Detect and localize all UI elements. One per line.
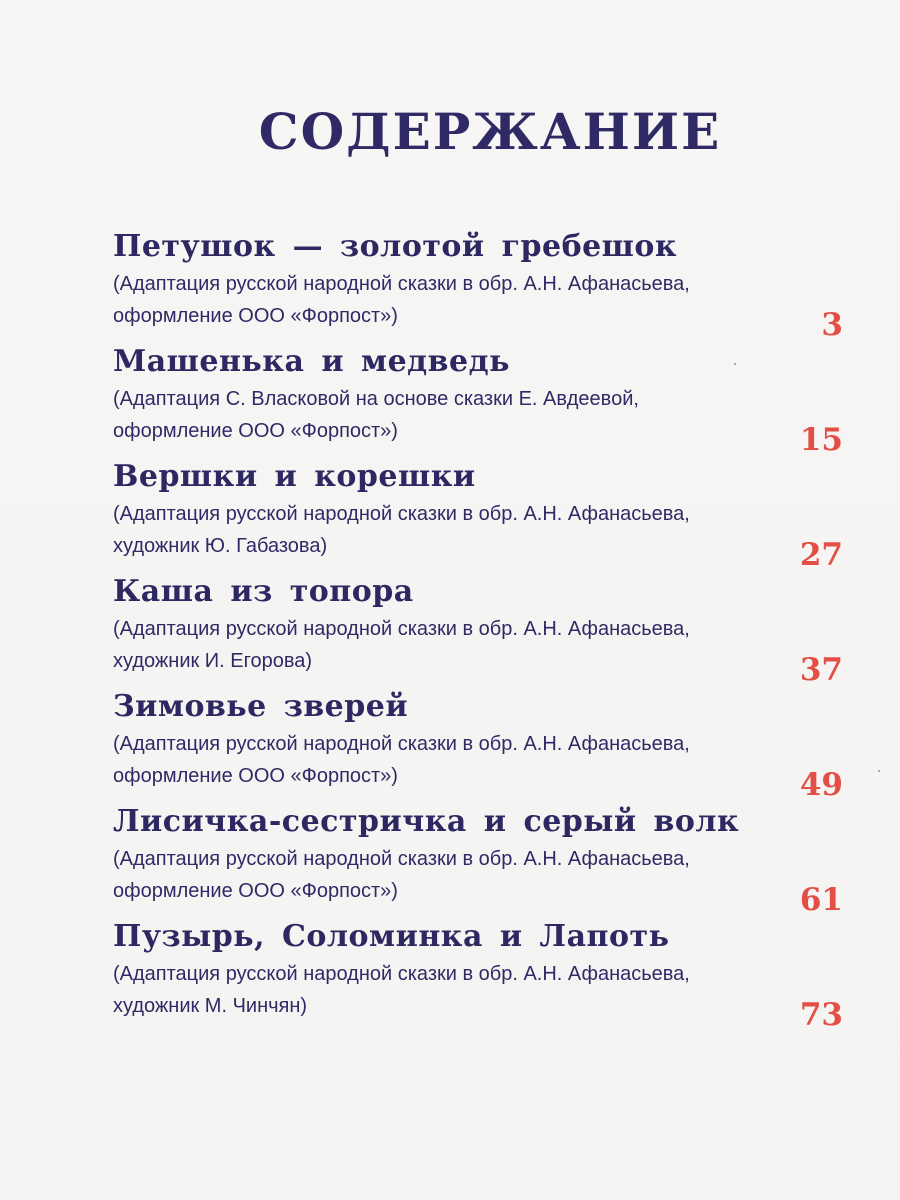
page-number: 37 bbox=[799, 652, 843, 688]
description-line: (Адаптация русской народной сказки в обр. А.Н. Афанасьева, bbox=[113, 963, 690, 985]
contents-entry[interactable] bbox=[113, 916, 843, 1031]
description-line: художник М. Чинчян) bbox=[113, 995, 308, 1017]
contents-entry[interactable] bbox=[113, 456, 843, 571]
description-line: (Адаптация русской народной сказки в обр. А.Н. Афанасьева, bbox=[113, 848, 690, 870]
page-number: 15 bbox=[799, 422, 843, 458]
story-title: Вершки и корешки bbox=[113, 459, 476, 494]
contents-title: СОДЕРЖАНИЕ bbox=[258, 102, 722, 161]
story-title: Петушок — золотой гребешок bbox=[113, 229, 678, 264]
story-description bbox=[113, 498, 803, 562]
contents-list bbox=[113, 226, 843, 1031]
description-line: (Адаптация русской народной сказки в обр. А.Н. Афанасьева, bbox=[113, 273, 690, 295]
page-number: 27 bbox=[799, 537, 843, 573]
paper-speck bbox=[878, 770, 880, 772]
story-description bbox=[113, 843, 803, 907]
description-line: художник И. Егорова) bbox=[113, 650, 313, 672]
description-line: оформление ООО «Форпост») bbox=[113, 305, 398, 327]
description-line: оформление ООО «Форпост») bbox=[113, 765, 398, 787]
contents-entry[interactable] bbox=[113, 571, 843, 686]
story-description bbox=[113, 613, 803, 677]
contents-entry[interactable] bbox=[113, 226, 843, 341]
page-number: 49 bbox=[799, 767, 843, 803]
story-description bbox=[113, 958, 803, 1022]
description-line: оформление ООО «Форпост») bbox=[113, 880, 398, 902]
description-line: (Адаптация русской народной сказки в обр. А.Н. Афанасьева, bbox=[113, 503, 690, 525]
story-description bbox=[113, 383, 803, 447]
description-line: (Адаптация русской народной сказки в обр. А.Н. Афанасьева, bbox=[113, 618, 690, 640]
description-line: (Адаптация русской народной сказки в обр. А.Н. Афанасьева, bbox=[113, 733, 690, 755]
description-line: (Адаптация С. Власковой на основе сказки Е. Авдеевой, bbox=[113, 388, 639, 410]
contents-entry[interactable] bbox=[113, 341, 843, 456]
contents-entry[interactable] bbox=[113, 801, 843, 916]
story-title: Каша из топора bbox=[113, 574, 414, 609]
page-number: 73 bbox=[799, 997, 843, 1033]
story-title: Пузырь, Соломинка и Лапоть bbox=[113, 919, 670, 954]
story-description bbox=[113, 728, 803, 792]
description-line: оформление ООО «Форпост») bbox=[113, 420, 398, 442]
page-number: 61 bbox=[799, 882, 843, 918]
story-description bbox=[113, 268, 803, 332]
paper-speck bbox=[734, 363, 736, 365]
story-title: Зимовье зверей bbox=[113, 689, 409, 724]
contents-entry[interactable] bbox=[113, 686, 843, 801]
story-title: Лисичка-сестричка и серый волк bbox=[113, 804, 740, 839]
description-line: художник Ю. Габазова) bbox=[113, 535, 328, 557]
page-number: 3 bbox=[821, 307, 843, 343]
story-title: Машенька и медведь bbox=[113, 344, 510, 379]
